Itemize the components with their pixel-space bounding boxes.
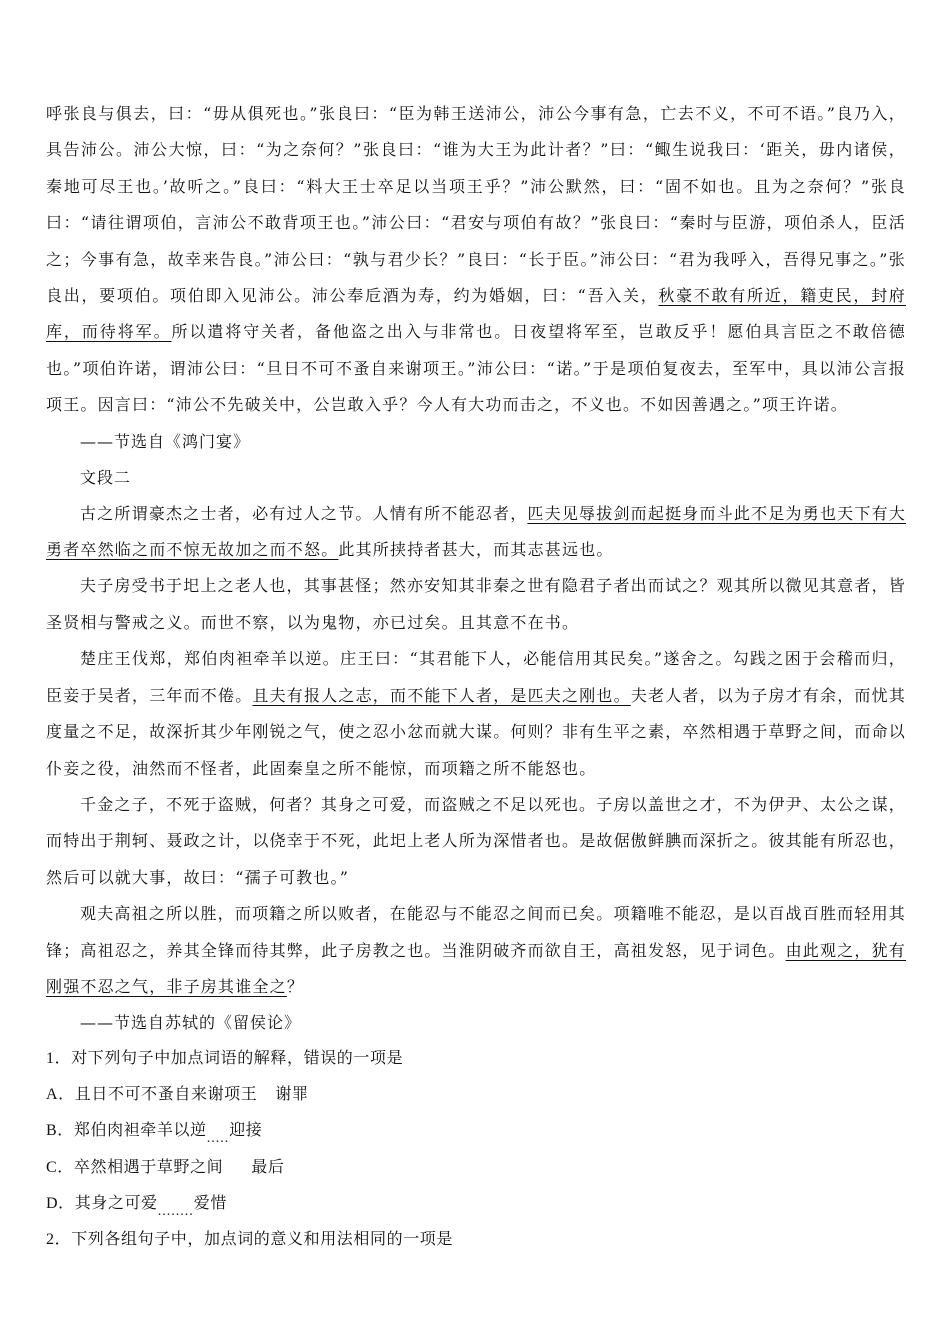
option-gloss: 最后 (251, 1158, 285, 1176)
passage2-p5-underlined-sentence: 由此观之，犹有刚强不忍之气，非子房其谁全之 (46, 940, 907, 996)
option-label: D． (46, 1194, 75, 1212)
passage2-paragraph-1 (46, 496, 906, 569)
question1-option-a (46, 1077, 906, 1113)
passage2-p1-underlined-sentence: 匹夫见辱拔剑而起挺身而斗此不足为勇也天下有大勇者卒然临之而不惊无故加之而不怒。 (46, 503, 906, 560)
passage2-source: ——节选自苏轼的《留侯论》 (80, 1013, 302, 1033)
passage2-p1-text-2: 此其所挟持者甚大，而其志甚远也。 (338, 540, 614, 560)
passage2-p3-text-1: 楚庄王伐郑，郑伯肉袒牵羊以逆。庄王曰：“其君能下人，必能信用其民矣。”遂舍之。勾践之困于会稽而归，臣妾于吴者，三年而不倦。 (46, 649, 906, 705)
option-gloss: 迎接 (229, 1121, 263, 1139)
passage2-p3-underlined-sentence: 且夫有报人之志，而不能下人者，是匹夫之刚也。 (252, 685, 631, 705)
passage2-paragraph-3 (46, 641, 906, 787)
option-label: A． (46, 1086, 75, 1104)
passage1-underlined-sentence: 秋豪不敢有所近，籍吏民，封府库，而待将军。 (46, 286, 906, 342)
passage2-paragraph-5 (46, 896, 906, 1005)
option-sentence: 卒然相遇于草野之间 (73, 1158, 224, 1176)
option-gloss: 爱惜 (193, 1194, 227, 1212)
option-sentence: 且日不可不蚤自来谢项王 (74, 1086, 258, 1104)
option-gloss: 谢罪 (275, 1086, 309, 1104)
passage1-source: ——节选自《鸿门宴》 (80, 431, 251, 451)
passage1-text-2: 所以遣将守关者，备他盗之出入与非常也。日夜望将军至，岂敢反乎！愿伯具言臣之不敢倍德也。”项伯许诺，谓沛公曰：“旦日不可不蚤自来谢项王。”沛公曰：“诺。”于是项伯复夜去，至军中，具以沛公言报项王。因言曰：“沛公不先破关中，公岂敢入乎？今人有大功而击之，不义也。不如因善遇之。”项王许诺。 (46, 322, 907, 415)
passage2-p5-text-2: ？ (286, 976, 305, 996)
option-sentence: 其身之可爱 (74, 1194, 158, 1212)
question1-stem: 1．对下列句子中加点词语的解释，错误的一项是 (46, 1050, 404, 1068)
passage1-paragraph (46, 96, 906, 424)
passage2-heading: 文段二 (80, 467, 132, 487)
question2-stem: 2．下列各组句子中，加点词的意义和用法相同的一项是 (46, 1231, 454, 1249)
passage2-p1-text-1: 古之所谓豪杰之士者，必有过人之节。人情有所不能忍者， (80, 503, 528, 523)
emphasis-dots: ..... (206, 1130, 230, 1146)
passage2-paragraph-2: 夫子房受书于圯上之老人也，其事甚怪；然亦安知其非秦之世有隐君子者出而试之？观其所以微见其意者，皆圣贤相与警戒之义。而世不察，以为鬼物，亦已过矣。且其意不在书。 (46, 576, 906, 632)
passage2-p3-text-2: 夫老人者，以为子房才有余，而忧其度量之不足，故深折其少年刚锐之气，使之忍小忿而就大谋。何则？非有生平之素，卒然相遇于草野之间，而命以仆妾之役，油然而不怪者，此固秦皇之所不能惊，而项籍之所不能怒也。 (46, 685, 907, 778)
emphasis-dots: ........ (157, 1203, 194, 1219)
option-label: B． (46, 1121, 74, 1139)
question1-option-b (46, 1113, 906, 1150)
option-label: C． (46, 1158, 74, 1176)
option-sentence: 郑伯肉袒牵羊以逆 (73, 1121, 207, 1139)
passage1-text-1: 呼张良与俱去，曰：“毋从俱死也。”张良曰：“臣为韩王送沛公，沛公今事有急，亡去不义，不可不语。”良乃入，具告沛公。沛公大惊，曰：“为之奈何？”张良曰：“谁为大王为此计者？”曰：“鲰生说我曰：‘距关，毋内诸侯，秦地可尽王也。’故听之。”良曰：“料大王士卒足以当项王乎？”沛公默然，曰：“固不如也。且为之奈何？”张良曰：“请往谓项伯，言沛公不敢背项王也。”沛公曰：“君安与项伯有故？”张良曰：“秦时与臣游，项伯杀人，臣活之；今事有急，故幸来告良。”沛公曰：“孰与君少长？”良曰：“长于臣。”沛公曰：“君为我呼入，吾得兄事之。”张良出，要项伯。项伯即入见沛公。沛公奉卮酒为寿，约为婚姻，曰：“吾入关， (46, 104, 906, 306)
passage2-p5-text-1: 观夫高祖之所以胜，而项籍之所以败者，在能忍与不能忍之间而已矣。项籍唯不能忍，是以百战百胜而轻用其锋；高祖忍之，养其全锋而待其弊，此子房教之也。当淮阴破齐而欲自王，高祖发怒，见于词色。 (46, 904, 906, 960)
question1-option-d (46, 1186, 906, 1223)
question1-option-c (46, 1150, 906, 1186)
passage2-paragraph-4: 千金之子，不死于盗贼，何者？其身之可爱，而盗贼之不足以死也。子房以盖世之才，不为伊尹、太公之谋，而特出于荆轲、聂政之计，以侥幸于不死，此圯上老人所为深惜者也。是故倨傲鲜腆而深折之。彼其能有所忍也，然后可以就大事，故曰：“孺子可教也。” (46, 794, 907, 887)
